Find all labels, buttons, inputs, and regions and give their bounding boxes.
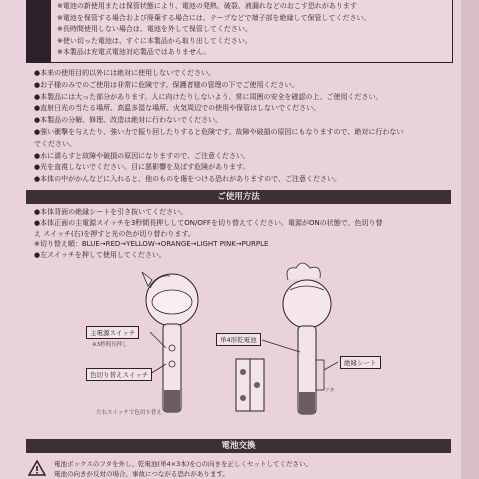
battery-section-header: 電池交換 [26, 439, 451, 453]
warning-item: ●直射日光の当たる場所、高温多湿な場所、火気周辺での使用や保管はしないでください。 [34, 104, 321, 113]
usage-line: ●本体背面の絶縁シートを引き抜いてください。 [34, 208, 188, 216]
usage-section-header: ご使用方法 [26, 190, 451, 204]
notice-box-side-band [27, 0, 51, 62]
warning-icon [28, 460, 46, 476]
usage-line: え スイッチ(右)を押すと光の色が切り替わります。 [34, 229, 195, 238]
front-light-stick-drawing [142, 272, 198, 412]
usage-line: ●本体正面の主電源スイッチを3秒間長押ししてON/OFFを切り替えてください。電源がONの状態で、色切り替 [34, 218, 383, 227]
notice-line: ※本製品は充電式電池対応製品ではありません。 [57, 48, 211, 57]
warning-item: ●本製品には大った部分があります。人に向けたりしないよう、常に周囲の安全を確認の上、ご使用ください。 [34, 92, 383, 101]
warning-item: ●お子様のみでのご使用は非常に危険です。保護者様の管理の下でご使用ください。 [34, 80, 299, 89]
notice-line: ※電池の新使用または保管状態により、電池の発熱、破裂、液漏れなどのおこす恐れがあります [57, 2, 357, 10]
warning-item: ●本来の使用目的以外には絶対に使用しないでください。 [34, 69, 216, 77]
main-switch-label: 主電源スイッチ [86, 326, 139, 339]
notice-line: ※電池を保管する場合および廃棄する場合には、テープなどで端子部を絶縁して保管してください。 [57, 13, 371, 22]
battery-instructions [26, 457, 451, 479]
battery-line: 電池の向きが反対の場合、事故につながる恐れがあります。 [54, 470, 229, 478]
usage-line: ※切り替え順：BLUE→RED→YELLOW→ORANGE→LIGHT PINK→PURPLE [34, 240, 269, 249]
notice-line: ※長時間使用しない場合は、電池を外して保管してください。 [57, 25, 252, 34]
warning-item: ●水に濡らすと故障や破損の原因になりますので、ご注意ください。 [34, 151, 250, 160]
warning-item: でください。 [34, 139, 76, 148]
main-switch-note: ※3秒間長押し [92, 342, 128, 348]
usage-line: ●左スイッチを押して使用してください。 [34, 251, 166, 260]
page-edge-shadow [461, 0, 479, 479]
warning-list [34, 68, 454, 186]
warning-item: ●本体の中がかんなどに入れると、他のものを傷をつける恐れがありますので、ご注意ください。 [34, 175, 341, 184]
warning-item: ●強い衝撃を与えたり、強い力で振り回したりすると危険です。故障や破損の原因にもなりますので、絶対に行わない [34, 127, 404, 136]
battery-line: 電池ボックスのフタを外し、乾電池(単4×3本)を○の向きを正しくセットしてください。 [54, 460, 312, 468]
lid-label: フタ [324, 388, 335, 394]
battery-label: 単4形乾電池 [216, 333, 261, 346]
insulation-sheet-label: 絶縁シート [340, 356, 381, 369]
battery-notice-box [26, 0, 453, 63]
left-switch-note: 左右スイッチで色切り替え [96, 410, 162, 416]
usage-instructions [34, 207, 454, 261]
battery-compartment-drawing [236, 359, 264, 411]
penlight-diagram [0, 260, 479, 435]
notice-line: ※使い切った電池は、すぐに本製品から取り出してください。 [57, 36, 252, 45]
color-switch-label: 色切り替えスイッチ [86, 368, 152, 381]
notice-box-lines [57, 1, 448, 59]
warning-item: ●光を直視しないでください。目に悪影響を及ぼす危険があります。 [34, 163, 250, 172]
warning-item: ●本製品の分解、修理、改造は絶対に行わないでください。 [34, 116, 223, 125]
penlight-illustration [0, 260, 479, 435]
